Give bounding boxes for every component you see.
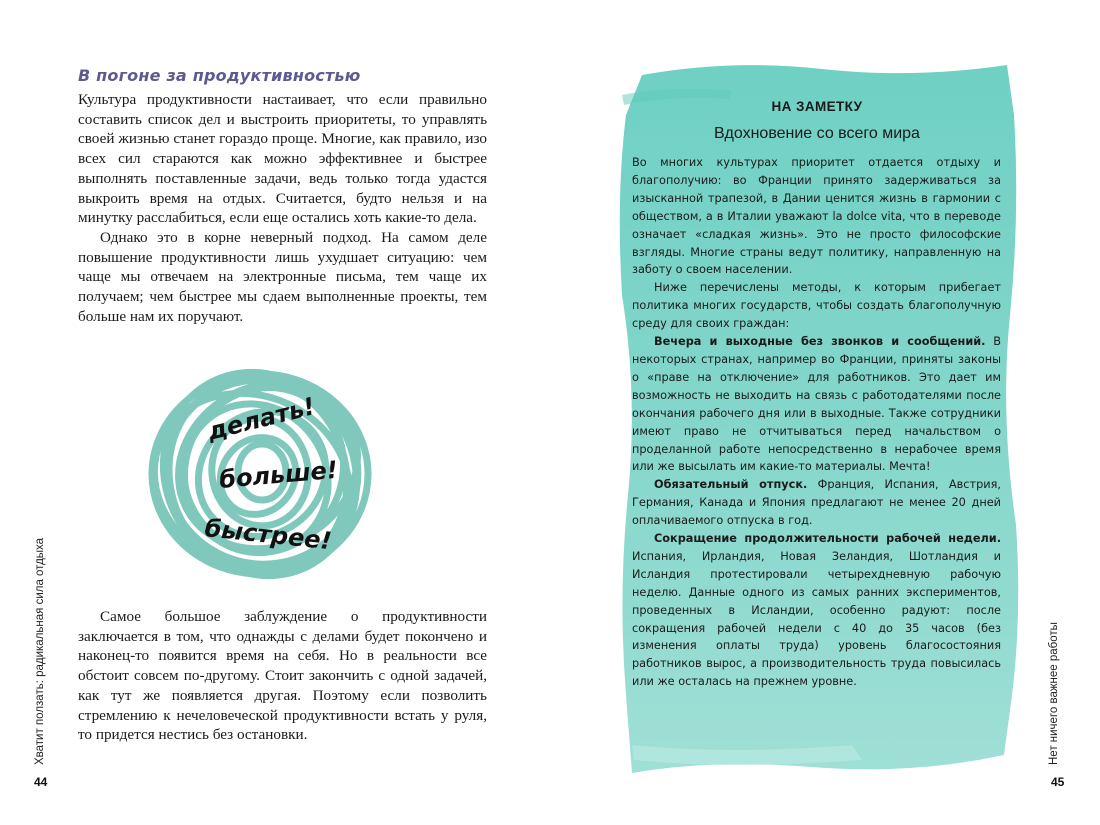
note-paragraph-2: Ниже перечислены методы, к которым прибегает политика многих государств, чтобы создать благополучную среду для своих граждан: xyxy=(632,281,1001,331)
running-title-right: Нет ничего важнее работы xyxy=(1048,622,1060,765)
note-item-1 xyxy=(632,333,1001,476)
page-number-left: 44 xyxy=(34,775,48,789)
note-item-3 xyxy=(632,530,1001,691)
note-item-2-title: Обязательный отпуск. xyxy=(654,478,808,492)
paragraph-1: Культура продуктивности настаивает, что если правильно составить список дел и выстроить приоритеты, то управлять своей жизнью станет гораздо проще. Многие, как правило, изо всех сил стараются как можно эффективнее и быстрее выполнять поставленные задачи, ведь только тогда удастся выкроить время на отдых. Считается, будто нельзя и на минутку расслабиться, если еще остались хоть какие-то дела. xyxy=(78,91,487,227)
note-item-2-text: Франция, Испания, Австрия, Германия, Канада и Япония предлагают не менее 20 дней оплачиваемого отпуска в год. xyxy=(632,478,1001,528)
note-paragraph-1: Во многих культурах приоритет отдается отдыху и благополучию: во Франции принято задерживаться за изысканной трапезой, в Дании ценится жизнь в гармонии с обществом, а в Италии уважают la dolce vita, что в переводе означает «сладкая жизнь». Это не просто философские взгляды. Многие страны ведут политику, направленную на заботу о своем населении. xyxy=(632,156,1001,277)
paragraph-2: Однако это в корне неверный подход. На самом деле повышение продуктивности лишь ухудшает ситуацию: чем чаще мы отвечаем на электронные письма, тем чаще их получаем; чем быстрее мы сдаем выполненные проекты, тем больше нам их поручают. xyxy=(78,228,487,325)
note-tag: НА ЗАМЕТКУ xyxy=(771,99,863,114)
paragraph-3: Самое большое заблуждение о продуктивности заключается в том, что однажды с делами будет покончено и наконец-то появится время на себя. Но в реальности все обстоит совсем по-другому. Стоит закончить с одной задачей, как тут же появляется другая. Поэтому если позволить стремлению к нечеловеческой продуктивности встать у руля, то придется нестись без остановки. xyxy=(78,608,487,744)
note-body xyxy=(632,154,1001,691)
scribble-illustration xyxy=(142,362,382,587)
scribble-word-3: быстрее! xyxy=(203,514,333,556)
note-item-1-text: В некоторых странах, например во Франции, приняты законы о «праве на отключение» для работников. Это дает им возможность не выходить на связь с работодателями после окончания рабочего дня или в выходные. Также сотрудники имеют право не отчитываться перед начальством о проделанной работе непосредственно в нерабочее время или же высылать им какие-то материалы. Мечта! xyxy=(632,335,1002,474)
note-item-1-title: Вечера и выходные без звонков и сообщений. xyxy=(654,335,986,349)
scribble-word-2: больше! xyxy=(218,455,339,494)
note-title: Вдохновение со всего мира xyxy=(714,125,920,142)
running-title-left: Хватит ползать: радикальная сила отдыха xyxy=(34,537,46,765)
note-item-2 xyxy=(632,476,1001,530)
section-heading: В погоне за продуктивностью xyxy=(78,66,361,85)
closing-text-block xyxy=(78,607,487,745)
note-item-3-text: Испания, Ирландия, Новая Зеландия, Шотландия и Исландия протестировали четырехдневную рабочую неделю. Данные одного из самых ранних экспериментов, проведенных в Исландии, особенно радуют: после сокращения рабочей недели с 40 до 35 часов (без изменения оплаты труда) уровень благосостояния работников вырос, а производительность труда повысилась или же осталась на прежнем уровне. xyxy=(632,549,1001,689)
intro-text-block xyxy=(78,90,487,326)
page-number-right: 45 xyxy=(1051,775,1065,789)
note-item-3-title: Сокращение продолжительности рабочей недели. xyxy=(654,532,1001,546)
scribble-word-1: делать! xyxy=(204,392,318,446)
